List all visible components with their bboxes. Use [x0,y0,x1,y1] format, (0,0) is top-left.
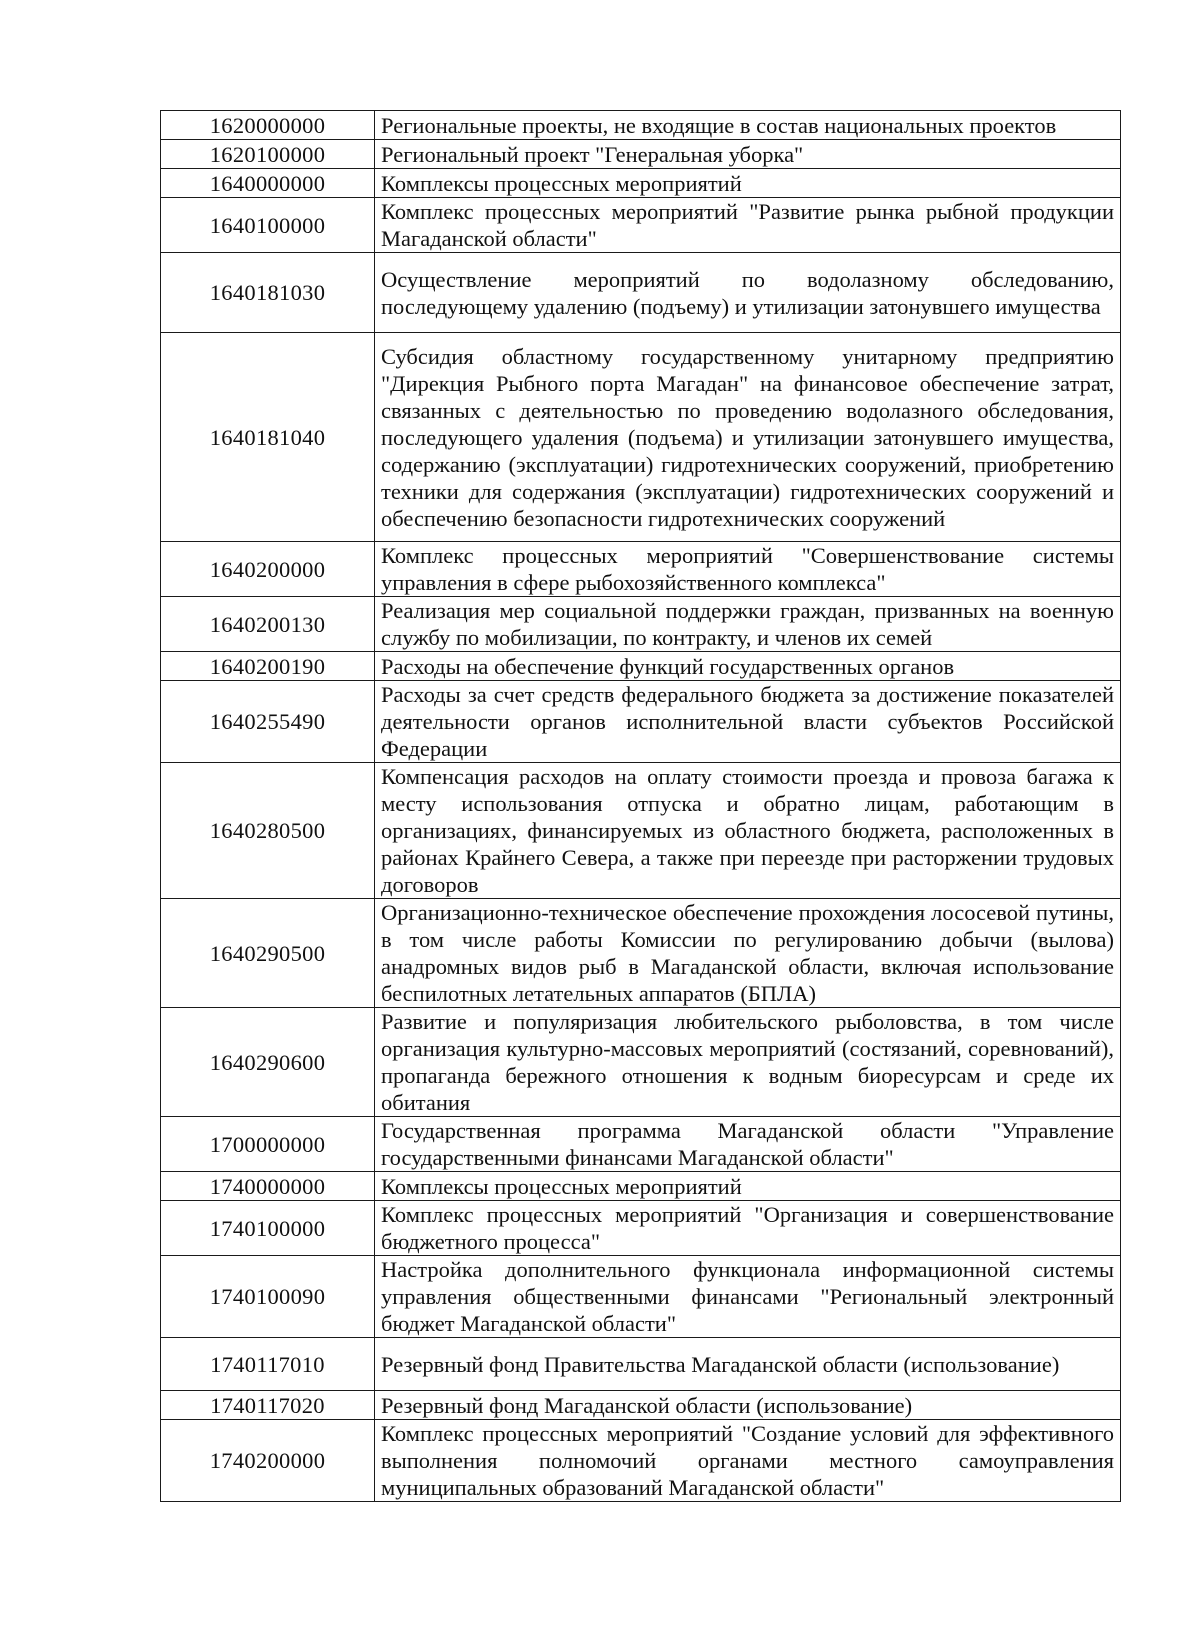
table-row [161,1420,1121,1502]
row-code: 1740100000 [161,1201,375,1256]
row-code: 1640181040 [161,333,375,542]
row-description: Компенсация расходов на оплату стоимости проезда и провоза багажа к месту использования отпуска и обратно лицам, работающим в организациях, финансируемых из областного бюджета, расположенных в районах Крайнего Севера, а также при переезде при расторжении трудовых договоров [375,763,1121,899]
table-row [161,763,1121,899]
table-row [161,1008,1121,1117]
row-code: 1740200000 [161,1420,375,1502]
row-description: Комплексы процессных мероприятий [375,169,1121,198]
table-body [161,111,1121,1502]
row-description: Реализация мер социальной поддержки граждан, призванных на военную службу по мобилизации, по контракту, и членов их семей [375,597,1121,652]
row-code: 1620000000 [161,111,375,140]
row-description: Региональные проекты, не входящие в состав национальных проектов [375,111,1121,140]
row-description: Комплекс процессных мероприятий "Создание условий для эффективного выполнения полномочий органами местного самоуправления муниципальных образований Магаданской области" [375,1420,1121,1502]
table-row [161,1256,1121,1338]
row-code: 1640290500 [161,899,375,1008]
table-row [161,1117,1121,1172]
row-code: 1640000000 [161,169,375,198]
row-code: 1740117020 [161,1391,375,1420]
table-row [161,899,1121,1008]
row-code: 1740117010 [161,1338,375,1391]
table-row [161,169,1121,198]
table-row [161,681,1121,763]
row-description: Организационно-техническое обеспечение прохождения лососевой путины, в том числе работы Комиссии по регулированию добычи (вылова) анадромных видов рыб в Магаданской области, включая использование беспилотных летательных аппаратов (БПЛА) [375,899,1121,1008]
table-row [161,198,1121,253]
row-code: 1640200190 [161,652,375,681]
row-code: 1640100000 [161,198,375,253]
table-row [161,111,1121,140]
row-description: Субсидия областному государственному унитарному предприятию "Дирекция Рыбного порта Магадан" на финансовое обеспечение затрат, связанных с деятельностью по проведению водолазного обследования, последующего удаления (подъема) и утилизации затонувшего имущества, содержанию (эксплуатации) гидротехнических сооружений, приобретению техники для содержания (эксплуатации) гидротехнических сооружений и обеспечению безопасности гидротехнических сооружений [375,333,1121,542]
row-code: 1640255490 [161,681,375,763]
row-description: Резервный фонд Магаданской области (использование) [375,1391,1121,1420]
table-row [161,333,1121,542]
table-row [161,253,1121,333]
table-row [161,597,1121,652]
row-code: 1640200000 [161,542,375,597]
row-description: Комплекс процессных мероприятий "Развитие рынка рыбной продукции Магаданской области" [375,198,1121,253]
row-description: Развитие и популяризация любительского рыболовства, в том числе организация культурно-массовых мероприятий (состязаний, соревнований), пропаганда бережного отношения к водным биоресурсам и среде их обитания [375,1008,1121,1117]
classification-table [160,110,1121,1502]
table-row [161,1172,1121,1201]
row-code: 1620100000 [161,140,375,169]
row-code: 1640181030 [161,253,375,333]
row-code: 1700000000 [161,1117,375,1172]
row-description: Комплексы процессных мероприятий [375,1172,1121,1201]
row-description: Осуществление мероприятий по водолазному обследованию, последующему удалению (подъему) и утилизации затонувшего имущества [375,253,1121,333]
row-description: Резервный фонд Правительства Магаданской области (использование) [375,1338,1121,1391]
row-code: 1640200130 [161,597,375,652]
row-description: Региональный проект "Генеральная уборка" [375,140,1121,169]
row-description: Расходы за счет средств федерального бюджета за достижение показателей деятельности органов исполнительной власти субъектов Российской Федерации [375,681,1121,763]
row-code: 1740100090 [161,1256,375,1338]
row-description: Комплекс процессных мероприятий "Совершенствование системы управления в сфере рыбохозяйственного комплекса" [375,542,1121,597]
table-row [161,652,1121,681]
row-description: Расходы на обеспечение функций государственных органов [375,652,1121,681]
row-description: Комплекс процессных мероприятий "Организация и совершенствование бюджетного процесса" [375,1201,1121,1256]
row-code: 1640290600 [161,1008,375,1117]
table-row [161,1338,1121,1391]
table-row [161,140,1121,169]
row-code: 1740000000 [161,1172,375,1201]
row-description: Настройка дополнительного функционала информационной системы управления общественными финансами "Региональный электронный бюджет Магаданской области" [375,1256,1121,1338]
table-row [161,1201,1121,1256]
row-code: 1640280500 [161,763,375,899]
table-row [161,1391,1121,1420]
table-row [161,542,1121,597]
row-description: Государственная программа Магаданской области "Управление государственными финансами Магаданской области" [375,1117,1121,1172]
